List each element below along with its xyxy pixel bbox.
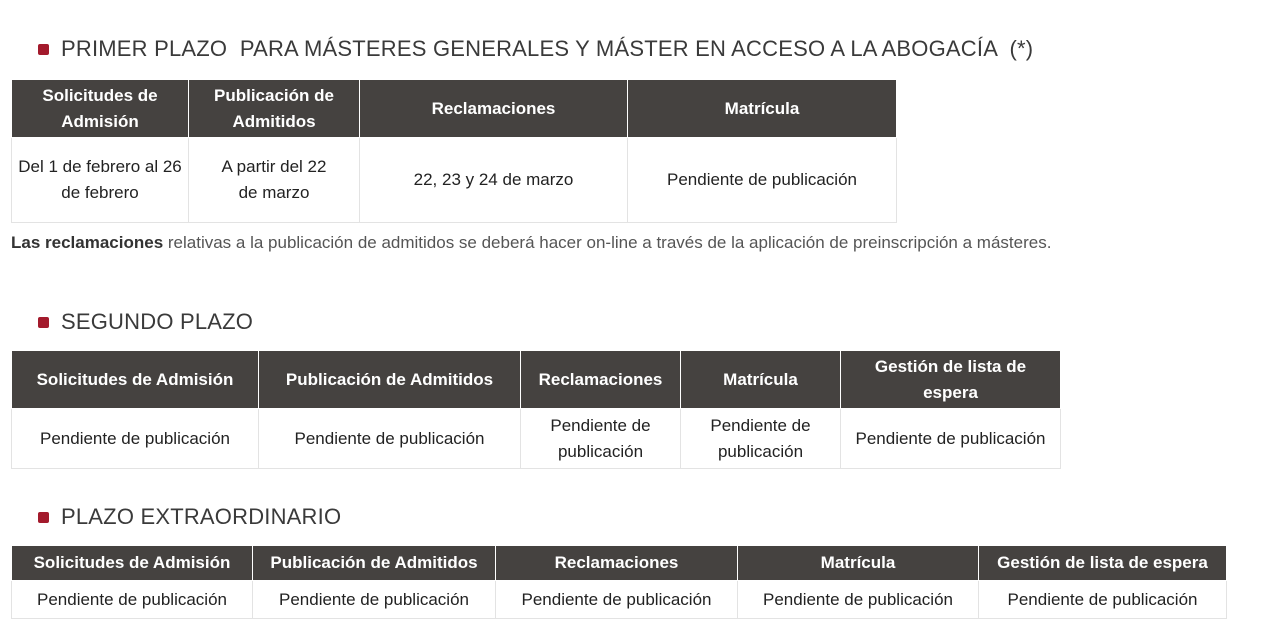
table-cell: Pendiente de publicación	[253, 581, 496, 619]
table-cell: Pendiente de publicación	[12, 581, 253, 619]
table-cell: Pendiente de publicación	[628, 138, 897, 223]
section-title: PLAZO EXTRAORDINARIO	[61, 504, 342, 529]
table-cell: A partir del 22 de marzo	[189, 138, 360, 223]
table-cell: Pendiente de publicación	[12, 409, 259, 469]
table-row	[12, 409, 1061, 469]
note-text: relativas a la publicación de admitidos se deberá hacer on-line a través de la aplicación de preinscripción a másteres.	[163, 233, 1052, 252]
schedule-table-primer-plazo	[11, 79, 897, 223]
table-header-cell: Publicación de Admitidos	[259, 351, 521, 409]
table-header-row	[12, 546, 1227, 581]
table-header-cell: Solicitudes de Admisión	[12, 351, 259, 409]
table-cell: Pendiente de publicación	[841, 409, 1061, 469]
schedule-table-segundo-plazo	[11, 350, 1061, 469]
table-header-cell: Gestión de lista de espera	[841, 351, 1061, 409]
section-heading-segundo-plazo	[38, 309, 253, 335]
table-header-cell: Matrícula	[681, 351, 841, 409]
table-header-cell: Matrícula	[628, 80, 897, 138]
table-row	[12, 581, 1227, 619]
table-header-cell: Reclamaciones	[521, 351, 681, 409]
bullet-icon	[38, 44, 49, 55]
note-bold-text: Las reclamaciones	[11, 233, 164, 252]
section-title: SEGUNDO PLAZO	[61, 309, 254, 334]
table-cell: Pendiente de publicación	[738, 581, 979, 619]
table-header-cell: Matrícula	[738, 546, 979, 581]
reclamaciones-note	[11, 233, 1051, 253]
table-row	[12, 138, 897, 223]
section-heading-primer-plazo	[38, 36, 1033, 62]
table-header-cell: Gestión de lista de espera	[979, 546, 1227, 581]
bullet-icon	[38, 317, 49, 328]
table-cell: Pendiente de publicación	[979, 581, 1227, 619]
table-cell: Pendiente de publicación	[259, 409, 521, 469]
table-cell: 22, 23 y 24 de marzo	[360, 138, 628, 223]
table-cell: Pendiente de publicación	[496, 581, 738, 619]
table-cell: Del 1 de febrero al 26 de febrero	[12, 138, 189, 223]
schedule-table-plazo-extraordinario	[11, 545, 1227, 619]
table-header-cell: Publicación de Admitidos	[253, 546, 496, 581]
table-header-cell: Solicitudes de Admisión	[12, 546, 253, 581]
table-header-cell: Publicación de Admitidos	[189, 80, 360, 138]
table-cell: Pendiente de publicación	[681, 409, 841, 469]
table-header-cell: Reclamaciones	[360, 80, 628, 138]
section-title: PRIMER PLAZO PARA MÁSTERES GENERALES Y MÁSTER EN ACCESO A LA ABOGACÍA (*)	[61, 36, 1034, 61]
table-header-row	[12, 80, 897, 138]
table-cell: Pendiente de publicación	[521, 409, 681, 469]
table-header-cell: Reclamaciones	[496, 546, 738, 581]
table-header-cell: Solicitudes de Admisión	[12, 80, 189, 138]
bullet-icon	[38, 512, 49, 523]
table-header-row	[12, 351, 1061, 409]
section-heading-plazo-extraordinario	[38, 504, 341, 530]
